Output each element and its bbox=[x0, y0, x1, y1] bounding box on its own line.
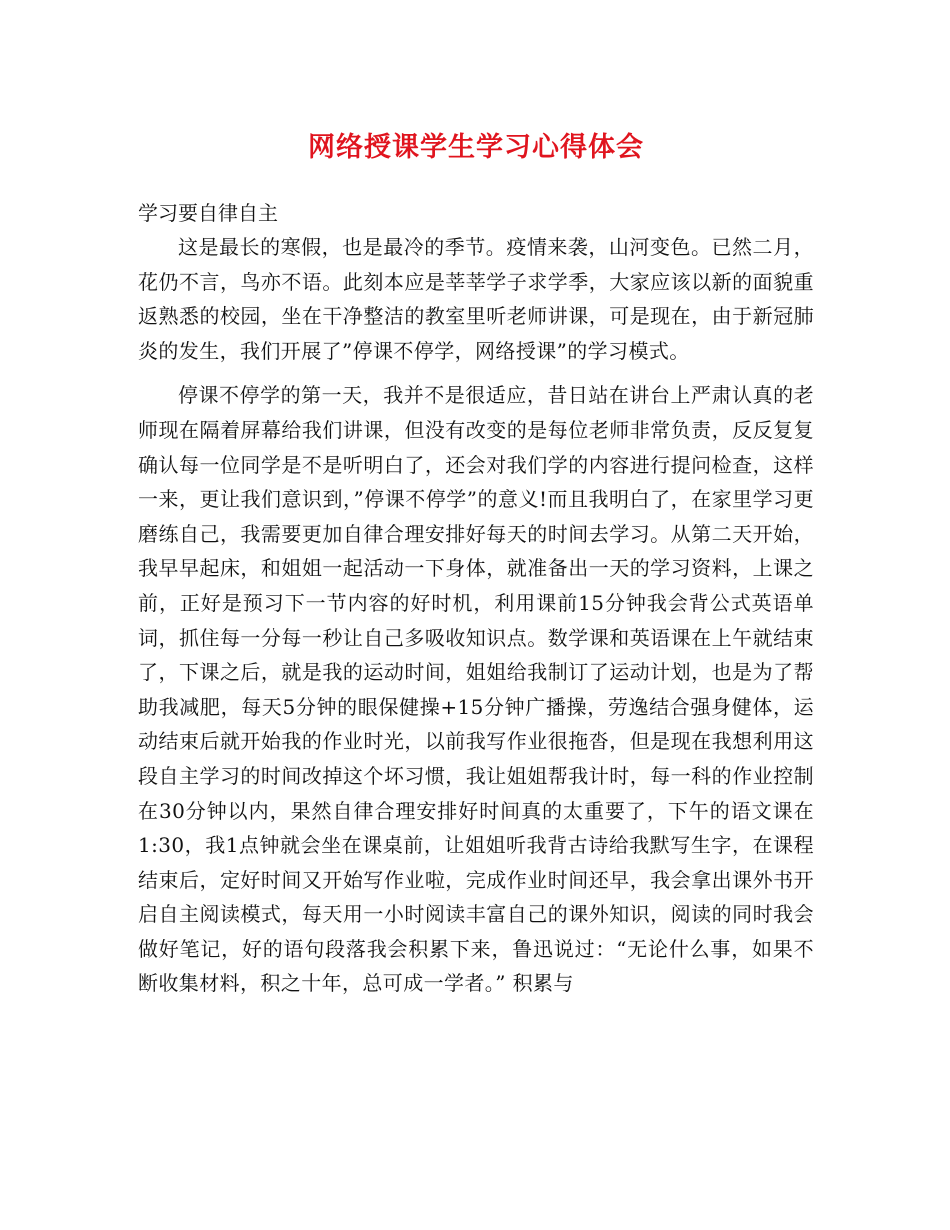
paragraph-main: 停课不停学的第一天，我并不是很适应，昔日站在讲台上严肃认真的老师现在隔着屏幕给我们讲课，但没有改变的是每位老师非常负责，反反复复确认每一位同学是不是听明白了，还会对我们学的内容进行提问检查，这样一来，更让我们意识到，”停课不停学”的意义!而且我明白了，在家里学习更磨练自己，我需要更加自律合理安排好每天的时间去学习。从第二天开始，我早早起床，和姐姐一起活动一下身体，就准备出一天的学习资料，上课之前，正好是预习下一节内容的好时机，利用课前15分钟我会背公式英语单词，抓住每一分每一秒让自己多吸收知识点。数学课和英语课在上午就结束了，下课之后，就是我的运动时间，姐姐给我制订了运动计划，也是为了帮助我减肥，每天5分钟的眼保健操+15分钟广播操，劳逸结合强身健体，运动结束后就开始我的作业时光，以前我写作业很拖沓，但是现在我想利用这段自主学习的时间改掉这个坏习惯，我让姐姐帮我计时，每一科的作业控制在30分钟以内，果然自律合理安排好时间真的太重要了，下午的语文课在1:30，我1点钟就会坐在课桌前，让姐姐听我背古诗给我默写生字，在课程结束后，定好时间又开始写作业啦，完成作业时间还早，我会拿出课外书开启自主阅读模式，每天用一小时阅读丰富自己的课外知识，阅读的同时我会做好笔记，好的语句段落我会积累下来，鲁迅说过：“无论什么事，如果不断收集材料，积之十年，总可成一学者。” 积累与 bbox=[138, 383, 814, 996]
section-heading: 学习要自律自主 bbox=[138, 201, 278, 225]
document-body bbox=[138, 128, 814, 1001]
page-title: 网络授课学生学习心得体会 bbox=[308, 132, 644, 163]
paragraph-intro: 这是最长的寒假，也是最冷的季节。疫情来袭，山河变色。已然二月，花仍不言，鸟亦不语。此刻本应是莘莘学子求学季，大家应该以新的面貌重返熟悉的校园，坐在干净整洁的教室里听老师讲课，可是现在，由于新冠肺炎的发生，我们开展了”停课不停学，网络授课”的学习模式。 bbox=[138, 235, 814, 363]
